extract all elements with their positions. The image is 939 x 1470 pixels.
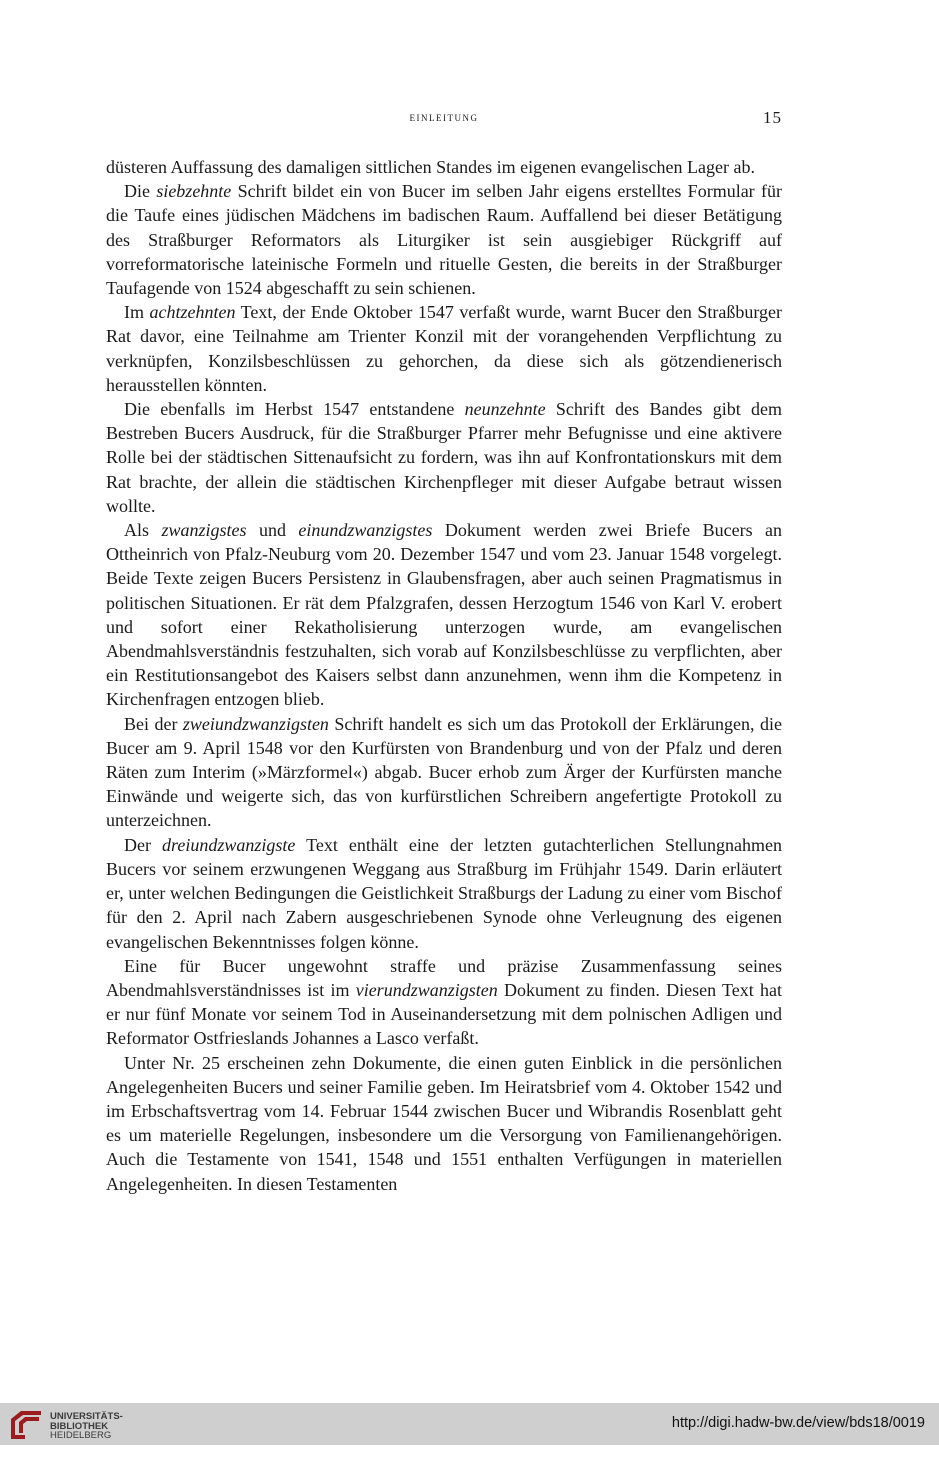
paragraph	[106, 397, 782, 518]
text-run: Unter Nr. 25 erscheinen zehn Dokumente, die einen guten Einblick in die persönlichen Angelegenheiten Bucers und seiner Familie geben. Im Heiratsbrief vom 4. Oktober 1542 und im Erbschaftsvertrag vom 14. Februar 1544 zwischen Bucer und Wibrandis Rosenblatt geht es um materielle Regelungen, insbesondere um die Versorgung von Familienangehörigen. Auch die Testamente von 1541, 1548 und 1551 enthalten Verfügungen in materiellen Angelegenheiten. In diesen Testamenten	[106, 1052, 782, 1194]
library-logo-icon	[9, 1409, 43, 1441]
text-run: Text enthält eine der letzten gutachterlichen Stellungnahmen Bucers vor seinem erzwungenen Weggang aus Straßburg im Frühjahr 1549. Darin erläutert er, unter welchen Bedingungen die Geistlichkeit Straßburgs der Ladung zu einer vom Bischof für den 2. April nach Zabern ausgeschriebenen Synode ohne Verleugnung des eigenen evangelischen Bekenntnisses folgen könne.	[106, 834, 783, 952]
paragraph	[106, 518, 782, 712]
paragraph	[106, 155, 782, 179]
page-header	[106, 110, 782, 130]
library-name-line1: UNIVERSITÄTS-	[50, 1411, 123, 1422]
body-text	[106, 155, 782, 1196]
page-number: 15	[763, 108, 782, 127]
emphasis: vierundzwanzigsten	[355, 979, 498, 1000]
text-run: düsteren Auffassung des damaligen sittlichen Standes im eigenen evangelischen Lager ab.	[106, 157, 755, 177]
emphasis: zwanzigstes	[161, 520, 247, 541]
paragraph	[106, 1051, 782, 1196]
running-head: einleitung	[409, 110, 479, 124]
paragraph	[106, 954, 782, 1051]
text-run: Schrift bildet ein von Bucer im selben Jahr eigens erstelltes Formular für die Taufe eines jüdischen Mädchens im badischen Raum. Auffallend bei dieser Betätigung des Straßburger Reformators als Liturgiker ist sein ausgiebiger Rückgriff auf vorreformatorische lateinische Formeln und rituelle Gesten, die bereits in der Straßburger Taufagende von 1524 abgeschafft zu sein schienen.	[106, 181, 782, 299]
emphasis: siebzehnte	[156, 181, 232, 202]
text-run: Als	[124, 520, 162, 541]
library-name	[50, 1412, 123, 1441]
text-run: Schrift handelt es sich um das Protokoll der Erklärungen, die Bucer am 9. April 1548 vor den Kurfürsten von Brandenburg und von der Pfalz und deren Räten zum Interim (»Märzformel«) abgab. Bucer erhob zum Ärger der Kurfürsten manche Einwände und weigerte sich, das von kurfürstlichen Schreibern angefertigte Protokoll zu unterzeichnen.	[106, 713, 782, 831]
text-run: Die	[124, 181, 157, 202]
text-run: Schrift des Bandes gibt dem Bestreben Bucers Ausdruck, für die Straßburger Pfarrer mehr Befugnisse und eine aktivere Rolle bei der städtischen Sittenaufsicht zu fordern, was ihn auf Konfrontationskurs mit dem Rat brachte, der allein die städtischen Kirchenpfleger mit dieser Aufgabe betraut wissen wollte.	[106, 399, 782, 516]
text-run: Die ebenfalls im Herbst 1547 entstandene	[124, 399, 465, 420]
text-run: und	[246, 520, 299, 541]
library-name-line3: HEIDELBERG	[50, 1430, 112, 1442]
paragraph	[106, 833, 782, 954]
text-run: Im	[124, 302, 150, 323]
text-run: Text, der Ende Oktober 1547 verfaßt wurde, warnt Bucer den Straßburger Rat davor, eine Teilnahme am Trienter Konzil mit der vorangehenden Verpflichtung zu verknüpfen, Konzilsbeschlüssen zu gehorchen, da diese sich als götzendienerisch herausstellen könnten.	[106, 302, 783, 395]
emphasis: dreiundzwanzigste	[162, 834, 296, 855]
text-run: Dokument zu finden. Diesen Text hat er nur fünf Monate vor seinem Tod in Auseinandersetzung mit dem polnischen Adligen und Reformator Ostfrieslands Johannes a Lasco verfaßt.	[106, 979, 782, 1049]
library-name-line2: BIBLIOTHEK	[50, 1420, 109, 1432]
page-url[interactable]: http://digi.hadw-bw.de/view/bds18/0019	[671, 1415, 925, 1431]
emphasis: einundzwanzigstes	[298, 520, 433, 541]
text-run: Dokument werden zwei Briefe Bucers an Ottheinrich von Pfalz-Neuburg vom 20. Dezember 1547 und vom 23. Januar 1548 vorgelegt. Beide Texte zeigen Bucers Persistenz in Glaubensfragen, aber auch seinen Pragmatismus in politischen Situationen. Er rät dem Pfalzgrafen, dessen Herzogtum 1546 von Karl V. erobert und sofort einer Rekatholisierung unterzogen wurde, am evangelischen Abendmahlsverständnis festzuhalten, sich vorab auf Konzilsbeschlüsse zu verpflichten, aber ein Restitutionsangebot des Kaisers selbst dann anzunehmen, wenn ihm die Kompetenz in Kirchenfragen entzogen blieb.	[106, 520, 783, 710]
text-run: Bei der	[124, 713, 183, 734]
text-run: Eine für Bucer ungewohnt straffe und präzise Zusammenfassung seines Abendmahlsverständnisses ist im	[106, 955, 782, 1000]
paragraph	[106, 712, 782, 833]
footer-bar	[0, 1403, 939, 1445]
text-run: Der	[124, 834, 163, 855]
emphasis: achtzehnten	[149, 302, 236, 323]
paragraph	[106, 179, 782, 300]
emphasis: neunzehnte	[464, 399, 546, 420]
paragraph	[106, 300, 782, 397]
emphasis: zweiundzwanzigsten	[182, 713, 329, 734]
